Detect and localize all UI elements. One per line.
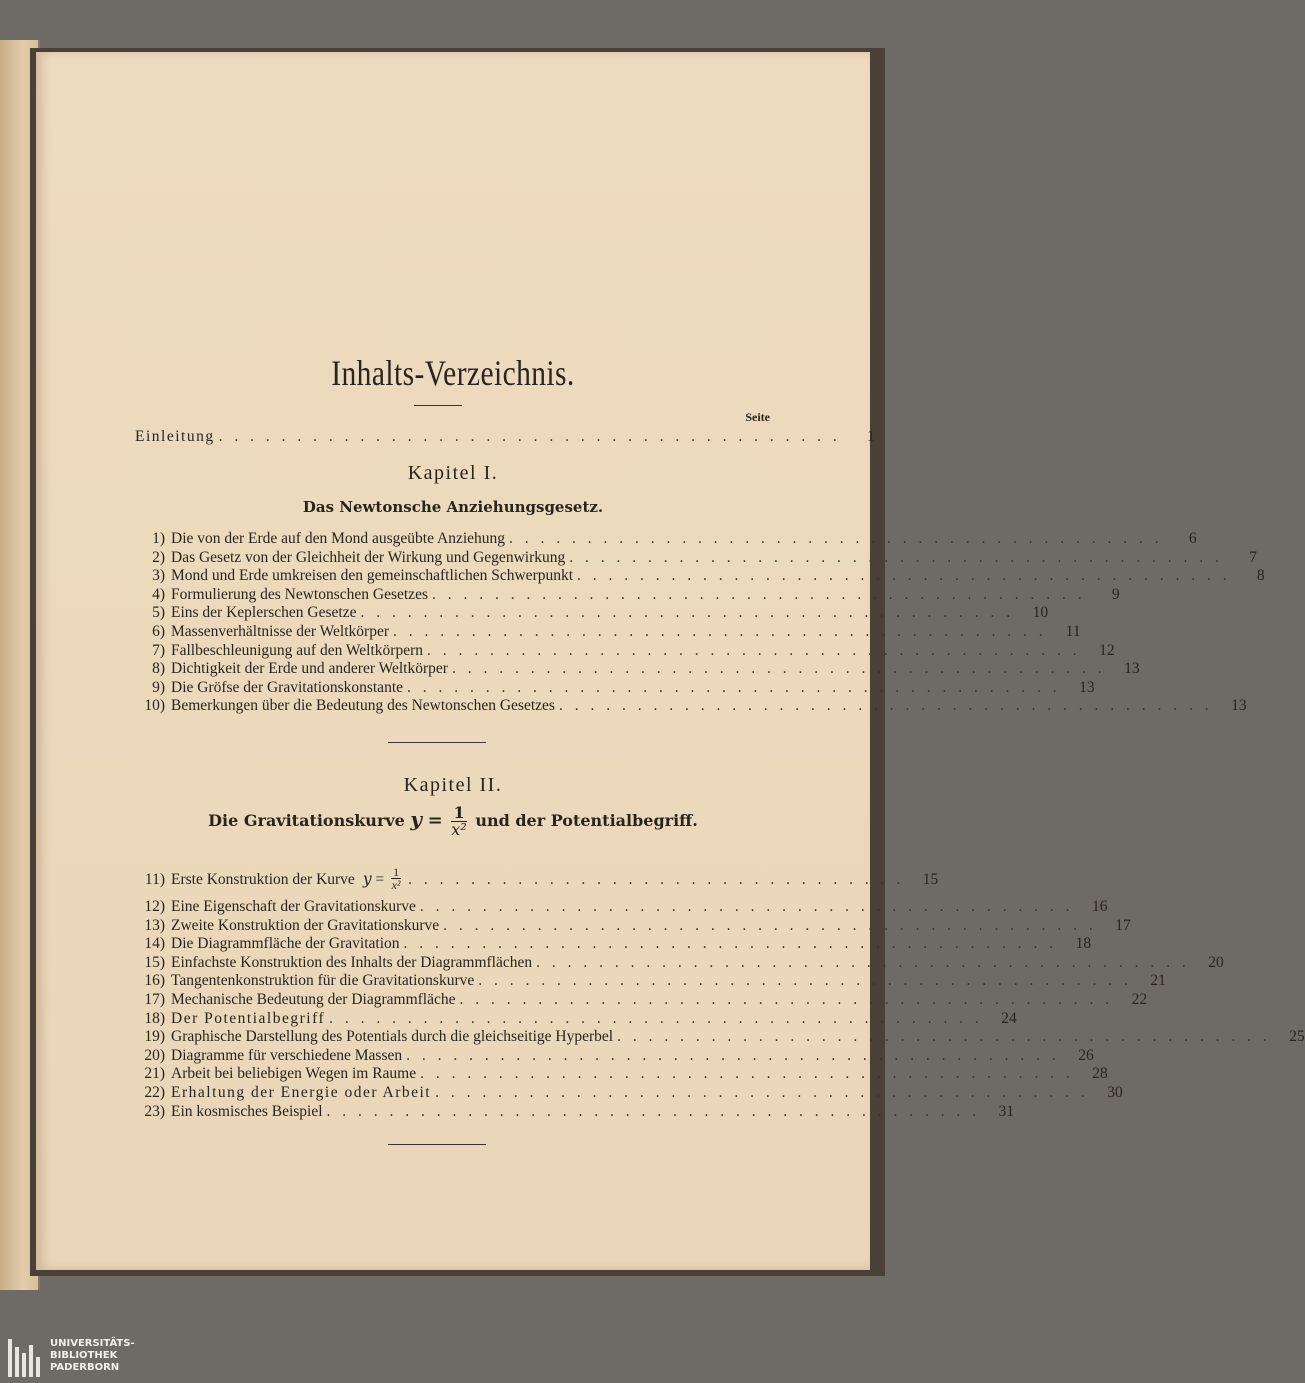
logo-line-3: PADERBORN [50, 1362, 120, 1373]
leader-dots: . . . . . . . . . . . . . . . . . . . . . . . . . . . . . . . . . . . . . . . . . . [577, 567, 1231, 585]
fraction-denominator: x² [451, 820, 467, 839]
entry-page: 11 [1065, 623, 1081, 640]
logo-line-1: UNIVERSITÄTS- [50, 1338, 135, 1349]
entry-text: Einfachste Konstruktion des Inhalts der Diagrammflächen [171, 953, 533, 971]
leader-dots: . . . . . . . . . . . . . . . . . . . . . . . . . . . . . . . . . . . . . . . . . . [419, 898, 1074, 915]
entry-page: 16 [1092, 898, 1108, 915]
chapter-2-subtitle [36, 805, 870, 838]
entry-page: 9 [1111, 585, 1120, 603]
toc-entry [135, 548, 1257, 567]
entry-number: 19) [144, 1028, 165, 1046]
formula-variable: y [410, 807, 423, 831]
leader-dots: . . . . . . . . . . . . . . . . . . . . . . . . . . . . . . . . . . . . . . . . . . [427, 641, 1081, 659]
formula-equals: = [427, 810, 443, 831]
entry-page: 20 [1208, 953, 1224, 971]
entry-text: Das Gesetz von der Gleichheit der Wirkung und Gegenwirkung [171, 548, 566, 566]
entry-number: 8) [152, 660, 165, 678]
entry-page: 8 [1256, 567, 1265, 585]
entry-text: Tangentenkonstruktion für die Gravitationskurve [171, 972, 475, 990]
entry-text: Fallbeschleunigung auf den Weltkörpern [171, 641, 423, 659]
entry-number: 21) [144, 1065, 165, 1083]
entry-page: 7 [1249, 548, 1257, 566]
toc-entry [135, 897, 1108, 916]
book-page [36, 52, 1305, 1270]
toc-entry [135, 990, 1148, 1009]
toc-entry [135, 953, 1224, 972]
entry-text: Arbeit bei beliebigen Wegen im Raume [171, 1065, 417, 1083]
entry-text: Ein kosmisches Beispiel [171, 1102, 323, 1120]
leader-dots: . . . . . . . . . . . . . . . . . . . . . . . . . . . . . . . . . . . . . . . . . . [431, 585, 1086, 603]
toc-entry [135, 1009, 1017, 1028]
entry-text: Massenverhältnisse der Weltkörper [171, 623, 389, 640]
chapter-1-subtitle: Das Newtonsche Anziehungsgesetz. [302, 498, 604, 516]
leader-dots: . . . . . . . . . . . . . . . . . . . . . . . . . . . . . . . . . . . . . . . . . . [406, 1046, 1060, 1064]
entry-text: Bemerkungen über die Bedeutung des Newtonschen Gesetzes [171, 697, 555, 715]
entry-number: 9) [152, 678, 165, 696]
toc-entry-einleitung [135, 427, 875, 446]
toc-entry [135, 603, 1049, 622]
toc-entry [135, 622, 1081, 641]
library-footer [0, 1333, 1000, 1383]
toc-entry [135, 916, 1131, 935]
leader-dots: . . . . . . . . . . . . . . . . . . . . . . . . . . . . . . . . . . . . . . . . . . [420, 1065, 1074, 1083]
entry-page: 6 [1188, 530, 1197, 547]
toc-entry [135, 585, 1120, 604]
entry-page: 10 [1032, 604, 1049, 622]
library-logo-text [50, 1338, 135, 1374]
leader-dots: . . . . . . . . . . . . . . . . . . . . . . . . . . . . . . . . . . . . . . . . . . [326, 1102, 981, 1120]
subtitle-text-end: und der Potentialbegriff. [475, 811, 698, 830]
toc-entry [135, 678, 1095, 697]
entry-page: 15 [922, 871, 939, 889]
leader-dots: . . . . . . . . . . . . . . . . . . . . . . . . . . . . . . . . . . . . . . . . . . [392, 623, 1047, 640]
toc-entry [135, 696, 1247, 715]
leader-dots: . . . . . . . . . . . . . . . . . . . . . . . . . . . . . . . . . . . . . . . . . . [459, 991, 1114, 1008]
toc-entry [135, 566, 1265, 585]
chapter-2-title: Kapitel II. [403, 774, 503, 796]
entry-number: 22) [144, 1084, 165, 1101]
leader-dots: . . . . . . . . . . . . . . . . . . . . . . . . . . . . . . . . . . . . . . . . . . [478, 972, 1132, 990]
logo-line-2: BIBLIOTHEK [50, 1350, 118, 1361]
entry-text: Graphische Darstellung des Potentials durch die gleichseitige Hyperbel [171, 1028, 614, 1046]
toc-entry [135, 1102, 1015, 1121]
entry-page: 13 [1231, 697, 1247, 715]
entry-number: 14) [144, 935, 165, 953]
entry-page: 12 [1099, 641, 1115, 659]
entry-text: Eine Eigenschaft der Gravitationskurve [171, 898, 416, 915]
formula-variable: y [362, 870, 372, 889]
toc-entry [135, 659, 1140, 678]
leader-dots: . . . . . . . . . . . . . . . . . . . . . . . . . . . . . . . . . . . . . . . . . . [569, 548, 1223, 566]
entry-page: 25 [1289, 1028, 1305, 1046]
toc-entry [135, 1046, 1094, 1065]
entry-page: 17 [1115, 916, 1131, 934]
entry-text: Eins der Keplerschen Gesetze [171, 604, 357, 622]
entry-text: Einleitung [135, 428, 215, 445]
leader-dots: . . . . . . . . . . . . . . . . . . . . . . . . . . . . . . . . . . . . . . . . . . [435, 1084, 1089, 1101]
fraction-numerator: 1 [393, 865, 400, 879]
entry-page: 13 [1079, 678, 1095, 696]
entry-page: 13 [1124, 660, 1140, 678]
leader-dots: . . . . . . . . . . . . . . . . . . . . . . . . . . . . . . . . [408, 871, 905, 889]
entry-text: Erhaltung der Energie oder Arbeit [171, 1084, 432, 1101]
entry-page: 24 [1001, 1009, 1017, 1027]
entry-page: 28 [1092, 1065, 1108, 1083]
entry-number: 10) [144, 697, 165, 715]
entry-number: 18) [144, 1009, 165, 1027]
entry-page: 22 [1131, 991, 1148, 1008]
entry-number: 13) [144, 916, 165, 934]
toc-entry [135, 971, 1166, 990]
entry-text: Die von der Erde auf den Mond ausgeübte Anziehung [171, 530, 506, 547]
toc-entry [135, 934, 1092, 953]
entry-text: Mond und Erde umkreisen den gemeinschaftlichen Schwerpunkt [171, 567, 574, 585]
entry-page: 21 [1150, 972, 1166, 990]
formula-equals: = [375, 871, 385, 889]
entry-text: Mechanische Bedeutung der Diagrammfläche [171, 991, 456, 1008]
title-divider [414, 405, 462, 406]
leader-dots: . . . . . . . . . . . . . . . . . . . . . . . . . . . . . . . . . . . . . . . . . . [360, 604, 1015, 622]
entry-text: Formulierung des Newtonschen Gesetzes [171, 585, 428, 603]
entry-number: 17) [144, 991, 165, 1008]
entry-text: Diagramme für verschiedene Massen [171, 1046, 403, 1064]
toc-entry [135, 1083, 1123, 1102]
chapter-divider [388, 742, 486, 743]
subtitle-text: Die Gravitationskurve [208, 811, 405, 830]
entry-number: 3) [152, 567, 165, 585]
entry-text: Erste Konstruktion der Kurve [171, 871, 355, 889]
entry-page: 18 [1075, 935, 1092, 953]
leader-dots: . . . . . . . . . . . . . . . . . . . . . . . . . . . . . . . . . . . . . . . . [218, 428, 841, 445]
leader-dots: . . . . . . . . . . . . . . . . . . . . . . . . . . . . . . . . . . . . . . . . . . [509, 530, 1163, 547]
entry-page: 1 [866, 428, 875, 445]
entry-formula [362, 865, 404, 893]
entry-number: 20) [144, 1046, 165, 1064]
entry-number: 12) [144, 898, 165, 915]
leader-dots: . . . . . . . . . . . . . . . . . . . . . . . . . . . . . . . . . . . . . . . . . . [558, 697, 1213, 715]
entry-page: 31 [998, 1102, 1015, 1120]
toc-entry [135, 641, 1115, 660]
leader-dots: . . . . . . . . . . . . . . . . . . . . . . . . . . . . . . . . . . . . . . . . . . [443, 916, 1097, 934]
formula-fraction [391, 866, 401, 891]
toc-entry [135, 529, 1197, 548]
leader-dots: . . . . . . . . . . . . . . . . . . . . . . . . . . . . . . . . . . . . . . . . . . [407, 678, 1061, 696]
entry-number: 1) [152, 530, 165, 547]
entry-number: 5) [152, 604, 165, 622]
entry-page: 26 [1078, 1046, 1094, 1064]
entry-number: 2) [152, 548, 165, 566]
entry-number: 4) [152, 585, 165, 603]
entry-text: Zweite Konstruktion der Gravitationskurve [171, 916, 440, 934]
fraction-denominator: x² [391, 878, 401, 892]
entry-number: 11) [144, 871, 165, 889]
entry-number: 23) [144, 1102, 165, 1120]
formula-fraction [451, 805, 466, 838]
fraction-numerator: 1 [451, 805, 466, 822]
leader-dots: . . . . . . . . . . . . . . . . . . . . . . . . . . . . . . . . . . . . . . . . . . [617, 1028, 1271, 1046]
show-through-text [366, 147, 370, 163]
entry-text: Dichtigkeit der Erde und anderer Weltkörper [171, 660, 448, 678]
leader-dots: . . . . . . . . . . . . . . . . . . . . . . . . . . . . . . . . . . . . . . . . . . [329, 1009, 983, 1027]
chapter-1-title: Kapitel I. [407, 462, 499, 484]
entry-number: 6) [152, 623, 165, 640]
toc-entry [135, 1064, 1108, 1083]
entry-text: Die Diagrammfläche der Gravitation [171, 935, 400, 953]
seite-label: Seite [745, 410, 770, 424]
entry-text: Die Gröfse der Gravitationskonstante [171, 678, 404, 696]
library-logo-icon [8, 1339, 42, 1377]
entry-number: 16) [144, 972, 165, 990]
leader-dots: . . . . . . . . . . . . . . . . . . . . . . . . . . . . . . . . . . . . . . . . . . [536, 953, 1190, 971]
entry-number: 7) [152, 641, 165, 659]
entry-text: Der Potentialbegriff [171, 1009, 326, 1027]
entry-page: 30 [1107, 1084, 1123, 1101]
toc-entry-11 [135, 865, 939, 894]
toc-entry [135, 1027, 1305, 1046]
leader-dots: . . . . . . . . . . . . . . . . . . . . . . . . . . . . . . . . . . . . . . . . . . [403, 935, 1058, 953]
end-divider [388, 1144, 486, 1145]
entry-number: 15) [144, 953, 165, 971]
page-title: Inhalts-Verzeichnis. [331, 353, 575, 393]
leader-dots: . . . . . . . . . . . . . . . . . . . . . . . . . . . . . . . . . . . . . . . . . . [451, 660, 1106, 678]
